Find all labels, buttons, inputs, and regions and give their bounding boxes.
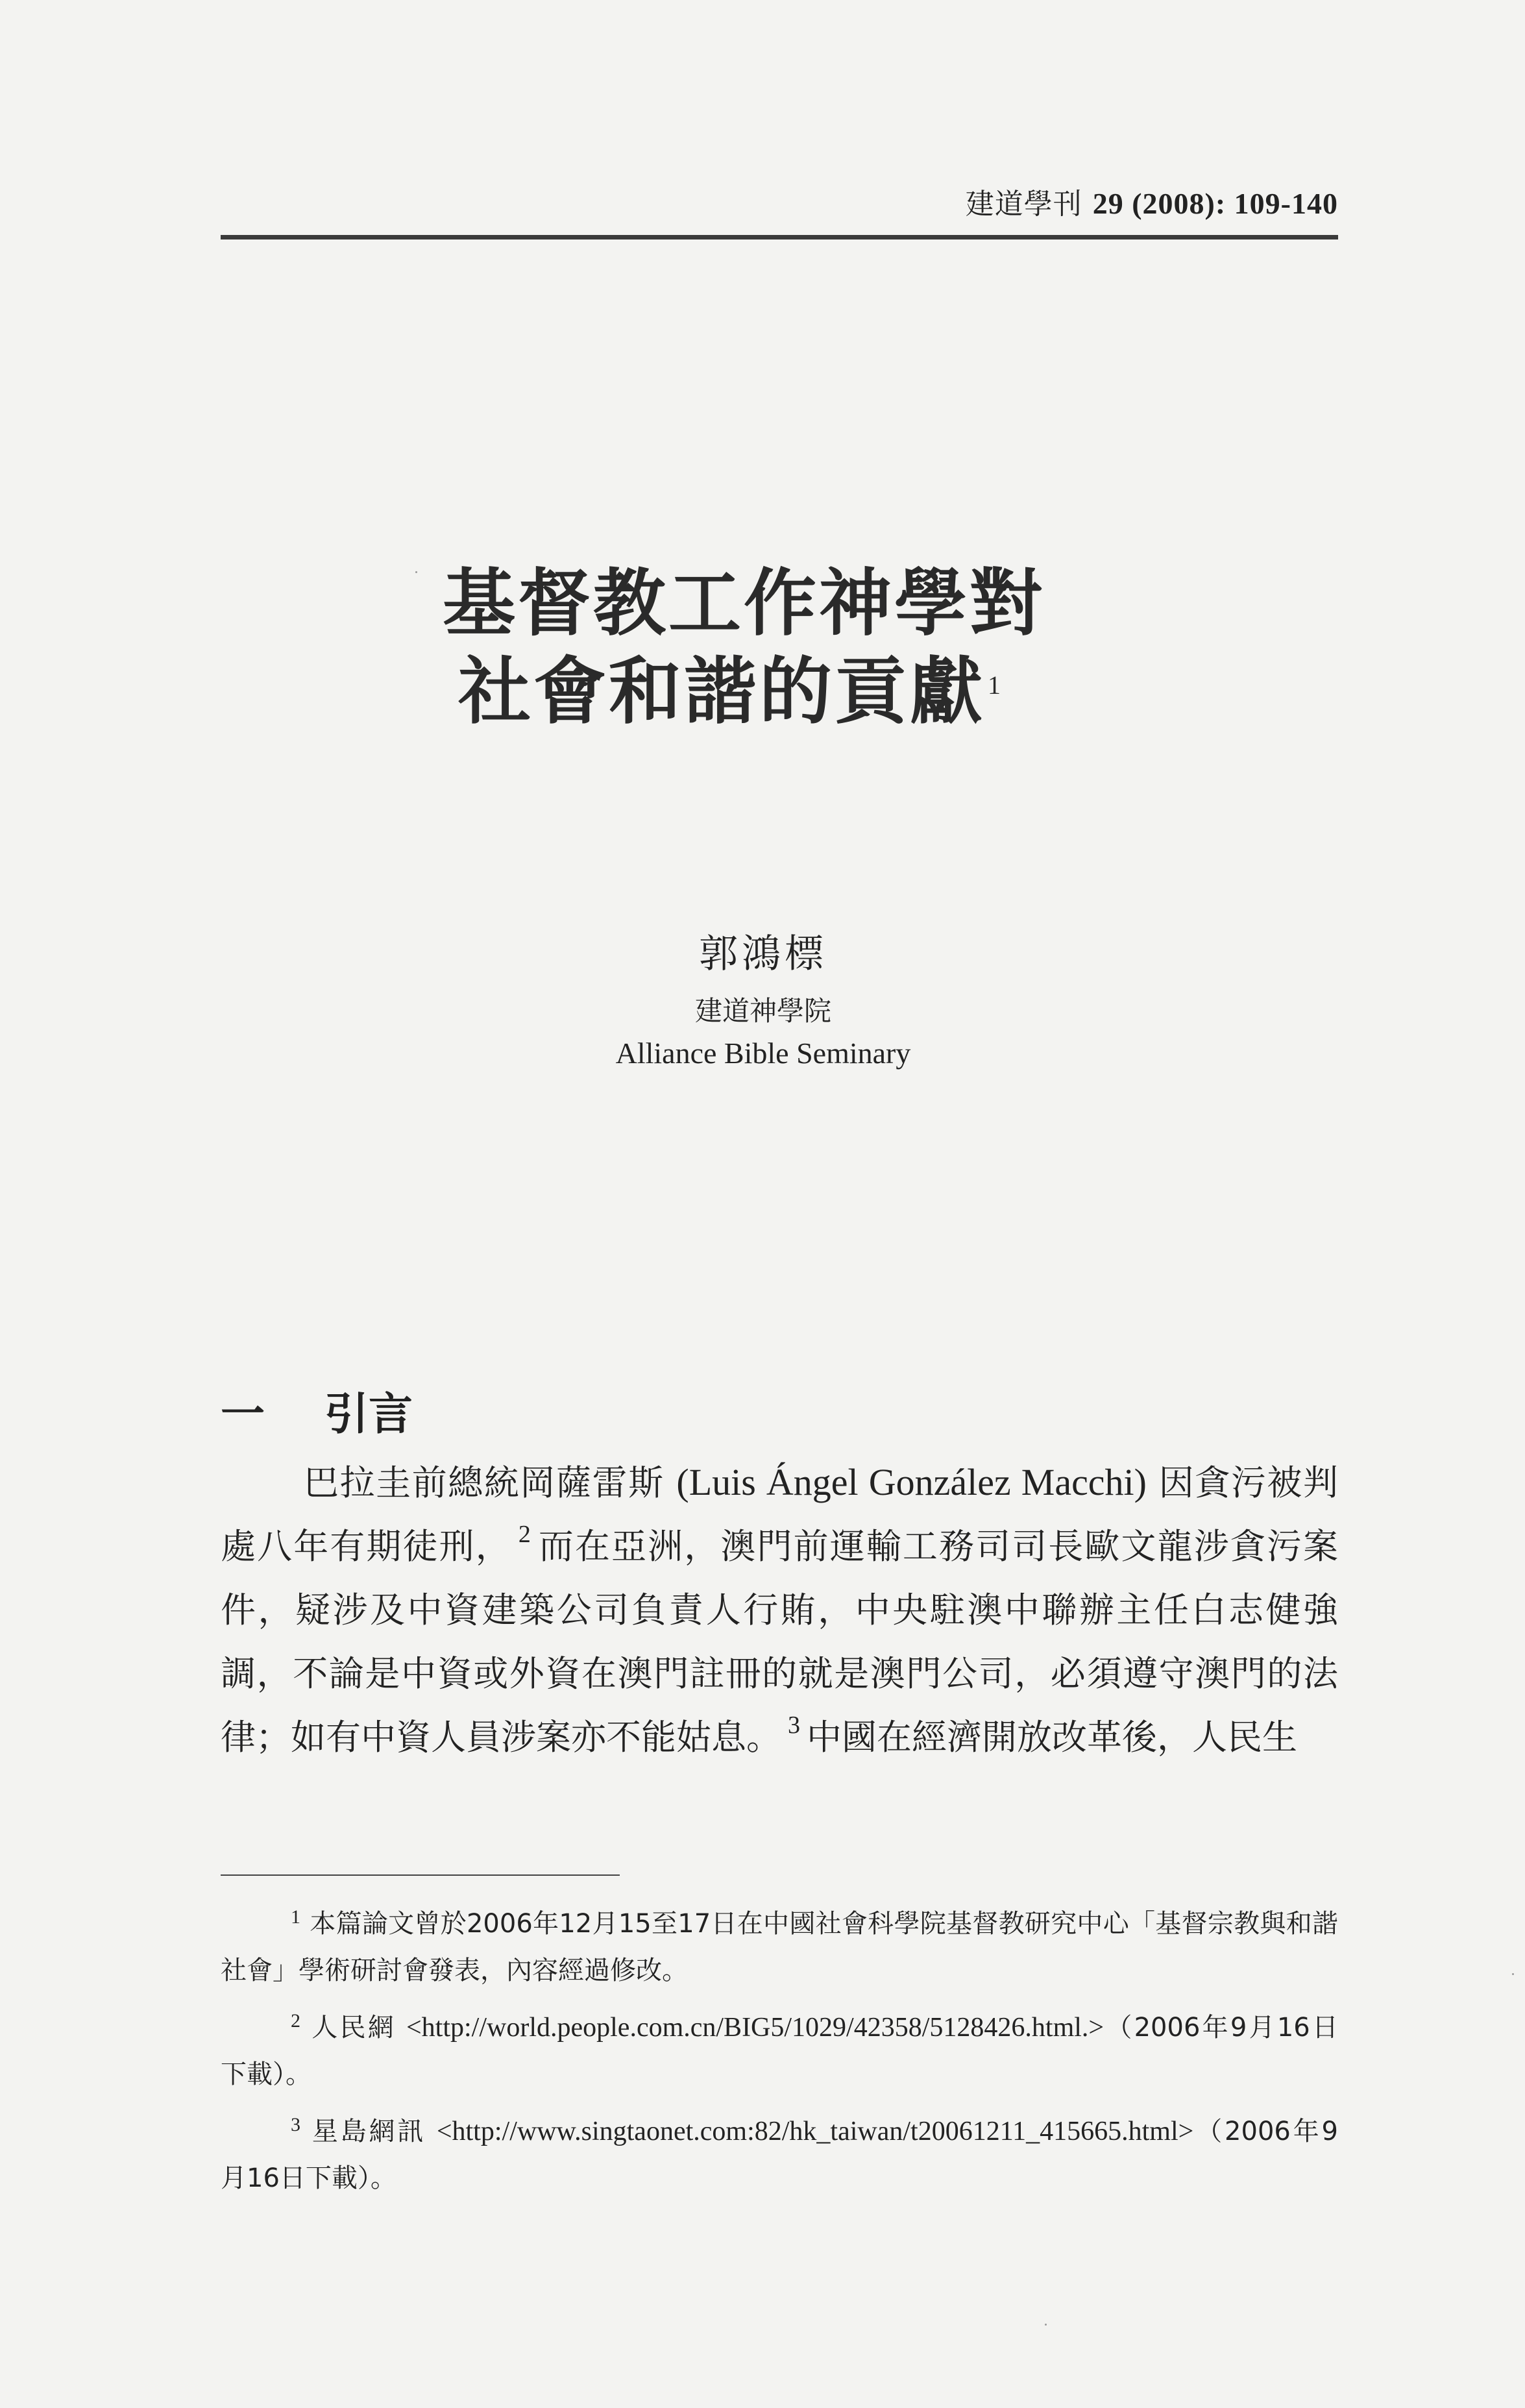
section-heading	[221, 1379, 413, 1440]
header-rule	[221, 235, 1338, 240]
journal-name: 建道學刊	[965, 188, 1082, 221]
section-title: 引言	[324, 1389, 413, 1440]
footnote-3-link[interactable]: <http://www.singtaonet.com:82/hk_taiwan/t20061211_415665.html>	[436, 2117, 1194, 2146]
scan-speck	[1045, 2324, 1047, 2326]
footnote-1: $^1$ 本篇論文曾於2006年12月15至17日在中國社會科學院基督教研究中心「基督宗教與和諧社會」學術研討會發表，內容經過修改。	[221, 1906, 1338, 1985]
author-affiliation-en: Alliance Bible Seminary	[615, 1037, 911, 1070]
footnote-ref-2[interactable]: 2	[518, 1521, 531, 1548]
footnotes	[221, 1902, 1338, 2213]
person-name-latin: (Luis Ángel González Macchi)	[676, 1461, 1147, 1503]
author-name: 郭鴻標	[699, 931, 827, 977]
footnote-separator	[221, 1874, 620, 1876]
footnote-2: $^2$ 人民網 <http://world.people.com.cn/BIG5/1029/42358/5128426.html.>（2006年9月16日下載）。	[221, 2010, 1338, 2089]
article-title-line-2: 社會和諧的貢獻 $^1$	[458, 650, 1003, 734]
article-title-line-1: 基督教工作神學對	[443, 561, 1045, 646]
journal-citation: 29 (2008): 109-140	[1092, 187, 1338, 220]
footnote-2-link[interactable]: <http://world.people.com.cn/BIG5/1029/42358/5128426.html.>	[406, 2013, 1104, 2043]
scan-speck	[1512, 1973, 1514, 1975]
section-number: 一	[221, 1389, 265, 1440]
footnote-ref-3[interactable]: 3	[788, 1712, 800, 1739]
footnote-3: $^3$ 星島網訊 <http://www.singtaonet.com:82/hk_taiwan/t20061211_415665.html>（2006年9月16日下載）。	[221, 2114, 1338, 2193]
body-paragraph: 巴拉圭前總統岡薩雷斯 (Luis Ángel González Macchi) 因貪污被判處八年有期徒刑， $^2$ 而在亞洲，澳門前運輸工務司司長歐文龍涉貪污案件，疑涉及中資建築公司負責人行賄，中央駐澳中聯辦主任白志健強調，不論是中資或外資在澳門註冊的就是澳門公司，必須遵守澳門的法律；如有中資人員涉案亦不能姑息。 $^3$ 中國在經濟開放改革後，人民生	[221, 1461, 1339, 1758]
title-footnote-mark[interactable]: 1	[988, 670, 1003, 700]
running-header	[221, 180, 1338, 219]
author-affiliation-zh: 建道神學院	[694, 995, 831, 1027]
scan-speck	[415, 571, 417, 573]
